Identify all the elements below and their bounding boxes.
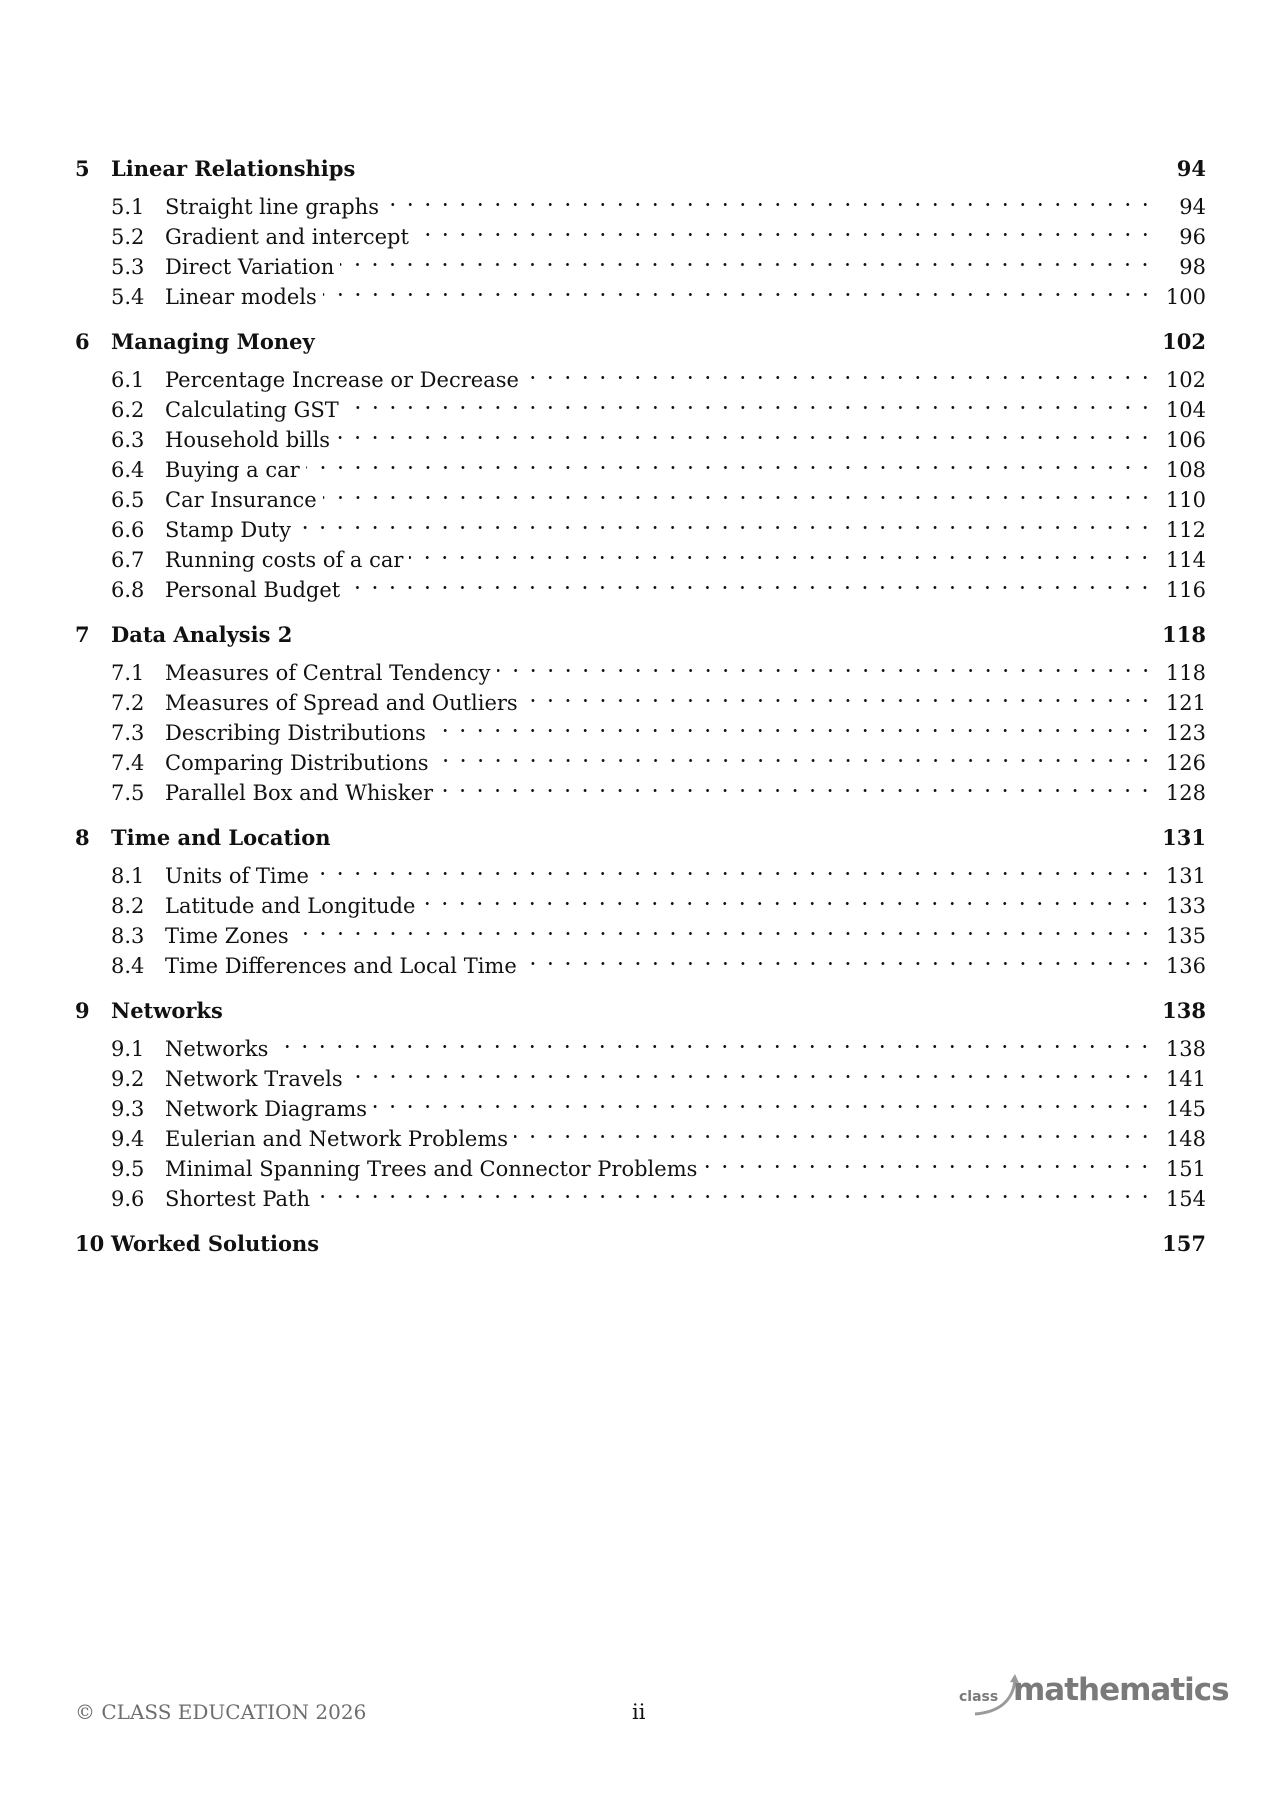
section-page-number: 148 (1165, 1127, 1206, 1151)
section-title: Latitude and Longitude (165, 894, 416, 918)
section-title: Percentage Increase or Decrease (165, 368, 519, 392)
section-number: 7.4 (111, 751, 145, 775)
dot-leader (323, 477, 1154, 507)
dot-leader (415, 214, 1154, 244)
footer-copyright: © CLASS EDUCATION 2026 (75, 1700, 367, 1724)
dot-leader (346, 567, 1154, 597)
section-title: Personal Budget (165, 578, 341, 602)
section-page-number: 106 (1165, 428, 1206, 452)
dot-leader (421, 883, 1154, 913)
section-page-number: 126 (1165, 751, 1206, 775)
dot-leader (525, 357, 1154, 387)
chapter-title: Linear Relationships (111, 156, 356, 181)
section-title: Linear models (165, 285, 317, 309)
dot-leader (345, 387, 1154, 417)
dot-leader (432, 710, 1154, 740)
section-title: Gradient and intercept (165, 225, 409, 249)
dot-leader (703, 1146, 1154, 1176)
section-number: 6.8 (111, 578, 145, 602)
section-number: 6.7 (111, 548, 145, 572)
footer-page-number: ii (632, 1700, 646, 1724)
section-number: 6.3 (111, 428, 145, 452)
dot-leader (349, 1056, 1154, 1086)
toc-chapter-entry[interactable] (75, 327, 1206, 357)
toc-chapter (75, 996, 1206, 1211)
chapter-number: 8 (75, 825, 90, 850)
section-number: 9.2 (111, 1067, 145, 1091)
section-title: Parallel Box and Whisker (165, 781, 434, 805)
section-title: Minimal Spanning Trees and Connector Problems (165, 1157, 698, 1181)
table-of-contents (75, 154, 1206, 1282)
section-page-number: 133 (1165, 894, 1206, 918)
section-page-number: 108 (1165, 458, 1206, 482)
section-page-number: 100 (1165, 285, 1206, 309)
chapter-number: 5 (75, 156, 90, 181)
section-number: 5.1 (111, 195, 145, 219)
section-page-number: 96 (1179, 225, 1206, 249)
dot-leader (523, 943, 1154, 973)
dot-leader (409, 537, 1153, 567)
chapter-title: Worked Solutions (111, 1231, 320, 1256)
dot-leader (435, 740, 1154, 770)
section-title: Time Zones (165, 924, 289, 948)
dot-leader (323, 274, 1154, 304)
logo-text-mathematics: mathematics (1013, 1672, 1229, 1708)
section-title: Units of Time (165, 864, 309, 888)
dot-leader (295, 913, 1154, 943)
section-page-number: 138 (1165, 1037, 1206, 1061)
section-number: 6.4 (111, 458, 145, 482)
section-title: Describing Distributions (165, 721, 426, 745)
section-title: Measures of Spread and Outliers (165, 691, 518, 715)
section-page-number: 123 (1165, 721, 1206, 745)
section-page-number: 131 (1165, 864, 1206, 888)
section-number: 5.2 (111, 225, 145, 249)
section-title: Network Diagrams (165, 1097, 368, 1121)
section-number: 8.4 (111, 954, 145, 978)
section-page-number: 128 (1165, 781, 1206, 805)
chapter-title: Managing Money (111, 329, 315, 354)
section-title: Calculating GST (165, 398, 339, 422)
toc-section-entry[interactable] (75, 1026, 1206, 1061)
section-page-number: 112 (1165, 518, 1206, 542)
section-number: 5.3 (111, 255, 145, 279)
section-number: 9.5 (111, 1157, 145, 1181)
section-page-number: 114 (1165, 548, 1206, 572)
toc-chapter (75, 327, 1206, 602)
chapter-number: 6 (75, 329, 90, 354)
section-title: Eulerian and Network Problems (165, 1127, 509, 1151)
logo-text-class: class (959, 1689, 999, 1705)
dot-leader (514, 1116, 1154, 1146)
dot-leader (297, 507, 1154, 537)
dot-leader (274, 1026, 1154, 1056)
section-title: Straight line graphs (165, 195, 379, 219)
toc-chapter-entry[interactable] (75, 996, 1206, 1026)
section-title: Direct Variation (165, 255, 335, 279)
section-title: Running costs of a car (165, 548, 404, 572)
dot-leader (336, 417, 1154, 447)
chapter-page-number: 138 (1162, 998, 1206, 1023)
section-title: Network Travels (165, 1067, 343, 1091)
toc-chapter-entry[interactable] (75, 154, 1206, 184)
toc-chapter-entry[interactable] (75, 823, 1206, 853)
chapter-number: 10 (75, 1231, 105, 1256)
section-number: 9.4 (111, 1127, 145, 1151)
section-page-number: 121 (1165, 691, 1206, 715)
toc-chapter (75, 1229, 1206, 1259)
section-number: 6.6 (111, 518, 145, 542)
section-number: 7.1 (111, 661, 145, 685)
toc-chapter (75, 154, 1206, 309)
section-title: Time Differences and Local Time (165, 954, 517, 978)
section-title: Networks (165, 1037, 269, 1061)
section-number: 9.1 (111, 1037, 145, 1061)
section-page-number: 110 (1165, 488, 1206, 512)
chapter-title: Time and Location (111, 825, 331, 850)
toc-chapter-entry[interactable] (75, 1229, 1206, 1259)
toc-chapter-entry[interactable] (75, 620, 1206, 650)
dot-leader (306, 447, 1154, 477)
section-page-number: 141 (1165, 1067, 1206, 1091)
dot-leader (340, 244, 1154, 274)
section-number: 8.1 (111, 864, 145, 888)
dot-leader (385, 184, 1154, 214)
section-title: Car Insurance (165, 488, 317, 512)
section-number: 6.5 (111, 488, 145, 512)
section-page-number: 116 (1165, 578, 1206, 602)
chapter-page-number: 94 (1176, 156, 1206, 181)
section-title: Comparing Distributions (165, 751, 429, 775)
chapter-page-number: 102 (1162, 329, 1206, 354)
toc-chapter (75, 620, 1206, 805)
section-number: 9.3 (111, 1097, 145, 1121)
section-page-number: 135 (1165, 924, 1206, 948)
class-mathematics-logo (955, 1672, 1229, 1716)
section-page-number: 118 (1165, 661, 1206, 685)
section-number: 7.5 (111, 781, 145, 805)
section-number: 8.2 (111, 894, 145, 918)
toc-chapter (75, 823, 1206, 978)
dot-leader (497, 650, 1154, 680)
section-page-number: 136 (1165, 954, 1206, 978)
dot-leader (315, 853, 1154, 883)
chapter-page-number: 118 (1162, 622, 1206, 647)
section-page-number: 104 (1165, 398, 1206, 422)
toc-section-entry[interactable] (75, 184, 1206, 219)
section-title: Household bills (165, 428, 331, 452)
section-title: Measures of Central Tendency (165, 661, 491, 685)
dot-leader (316, 1176, 1154, 1206)
section-number: 6.1 (111, 368, 145, 392)
toc-section-entry[interactable] (75, 853, 1206, 888)
section-page-number: 145 (1165, 1097, 1206, 1121)
chapter-title: Networks (111, 998, 223, 1023)
chapter-title: Data Analysis 2 (111, 622, 293, 647)
chapter-page-number: 157 (1162, 1231, 1206, 1256)
chapter-page-number: 131 (1162, 825, 1206, 850)
section-number: 7.2 (111, 691, 145, 715)
toc-section-entry[interactable] (75, 357, 1206, 392)
section-page-number: 98 (1179, 255, 1206, 279)
section-number: 9.6 (111, 1187, 145, 1211)
section-number: 6.2 (111, 398, 145, 422)
section-page-number: 102 (1165, 368, 1206, 392)
dot-leader (373, 1086, 1154, 1116)
section-number: 7.3 (111, 721, 145, 745)
chapter-number: 9 (75, 998, 90, 1023)
section-title: Shortest Path (165, 1187, 311, 1211)
section-title: Buying a car (165, 458, 300, 482)
toc-section-entry[interactable] (75, 650, 1206, 685)
section-page-number: 151 (1165, 1157, 1206, 1181)
dot-leader (439, 770, 1154, 800)
dot-leader (524, 680, 1154, 710)
section-page-number: 94 (1179, 195, 1206, 219)
section-number: 8.3 (111, 924, 145, 948)
chapter-number: 7 (75, 622, 90, 647)
section-page-number: 154 (1165, 1187, 1206, 1211)
section-title: Stamp Duty (165, 518, 292, 542)
section-number: 5.4 (111, 285, 145, 309)
